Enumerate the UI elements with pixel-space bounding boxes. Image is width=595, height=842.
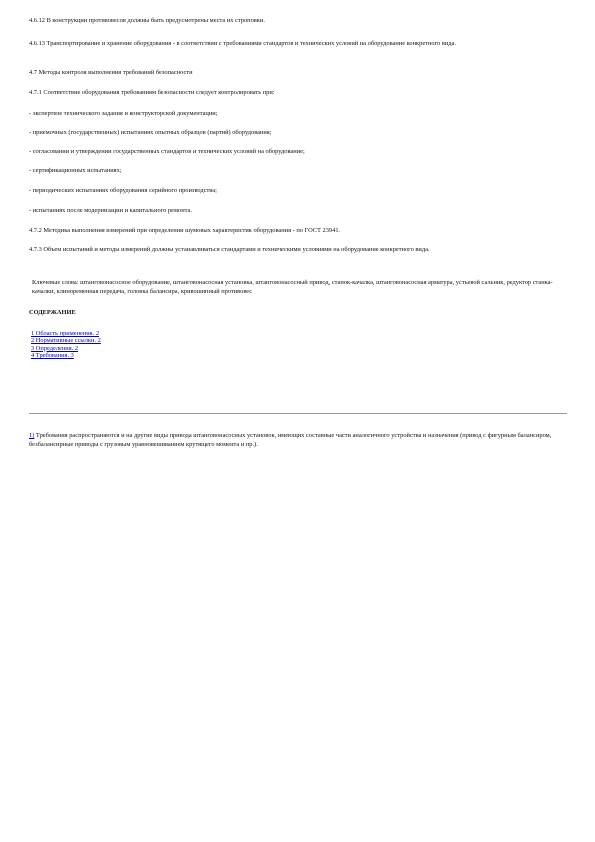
- toc-link-definitions[interactable]: 3 Определения. 2: [31, 344, 79, 352]
- paragraph-4-7-1: 4.7.1 Соответствие оборудования требованиям безопасности следует контролировать при:: [29, 89, 275, 96]
- list-item: - приемочных (государственных) испытаниях опытных образцов (партий) оборудования;: [29, 129, 272, 136]
- paragraph-4-7-2: 4.7.2 Методика выполнения измерений при определении шумовых характеристик оборудования - по ГОСТ 23941.: [29, 227, 341, 234]
- paragraph-4-6-13: 4.6.13 Транспортирование и хранение оборудования - в соответствии с требованиями стандартов и технических условий на оборудование конкретного вида.: [29, 40, 456, 47]
- section-heading-4-7: 4.7 Методы контроля выполнения требований безопасности: [29, 69, 193, 76]
- list-item: - сертификационных испытаниях;: [29, 167, 122, 174]
- keywords: Ключевые слова: штанговонасосное оборудование, штанговонасосная установка, штанговонасосный привод, станок-качалка, штанговонасосная арматура, устьевой сальник, редуктор станка-качалки, клиноременная передача, головка балансира, кривошипный противовес: [32, 279, 553, 295]
- table-of-contents: [31, 330, 101, 360]
- list-item: - согласовании и утверждении государственных стандартов и технических условий на оборудование;: [29, 148, 305, 155]
- toc-link-requirements[interactable]: 4 Требования. 3: [31, 352, 74, 360]
- toc-link-scope[interactable]: 1 Область применения. 2: [31, 330, 100, 337]
- footnote-text: Требования распространяются и на другие виды привода штанговонасосных установок, имеющих составные части аналогичного устройства и назначения (привод с фигурным балансиром, безбалансирные приводы с грузовым уравновешиванием крутящего момента и пр.).: [29, 432, 552, 448]
- toc-link-normative-references[interactable]: 2 Нормативные ссылки. 2: [31, 337, 101, 345]
- list-item: - периодических испытаниях оборудования серийного производства;: [29, 187, 217, 194]
- footnote: [29, 432, 565, 449]
- footnote-divider: [29, 413, 567, 414]
- footnote-marker-link[interactable]: 1): [29, 432, 35, 439]
- paragraph-4-7-3: 4.7.3 Объем испытаний и методы измерений должны устанавливаться стандартами и техническими условиями на оборудование конкретного вида.: [29, 246, 430, 253]
- list-item: - испытаниях после модернизации и капитального ремонта.: [29, 207, 192, 214]
- list-item: - экспертизе технического задания и конструкторской документации;: [29, 110, 218, 117]
- paragraph-4-6-12: 4.6.12 В конструкции противовесов должны быть предусмотрены места их строповки.: [29, 17, 265, 24]
- toc-title: СОДЕРЖАНИЕ: [29, 309, 76, 316]
